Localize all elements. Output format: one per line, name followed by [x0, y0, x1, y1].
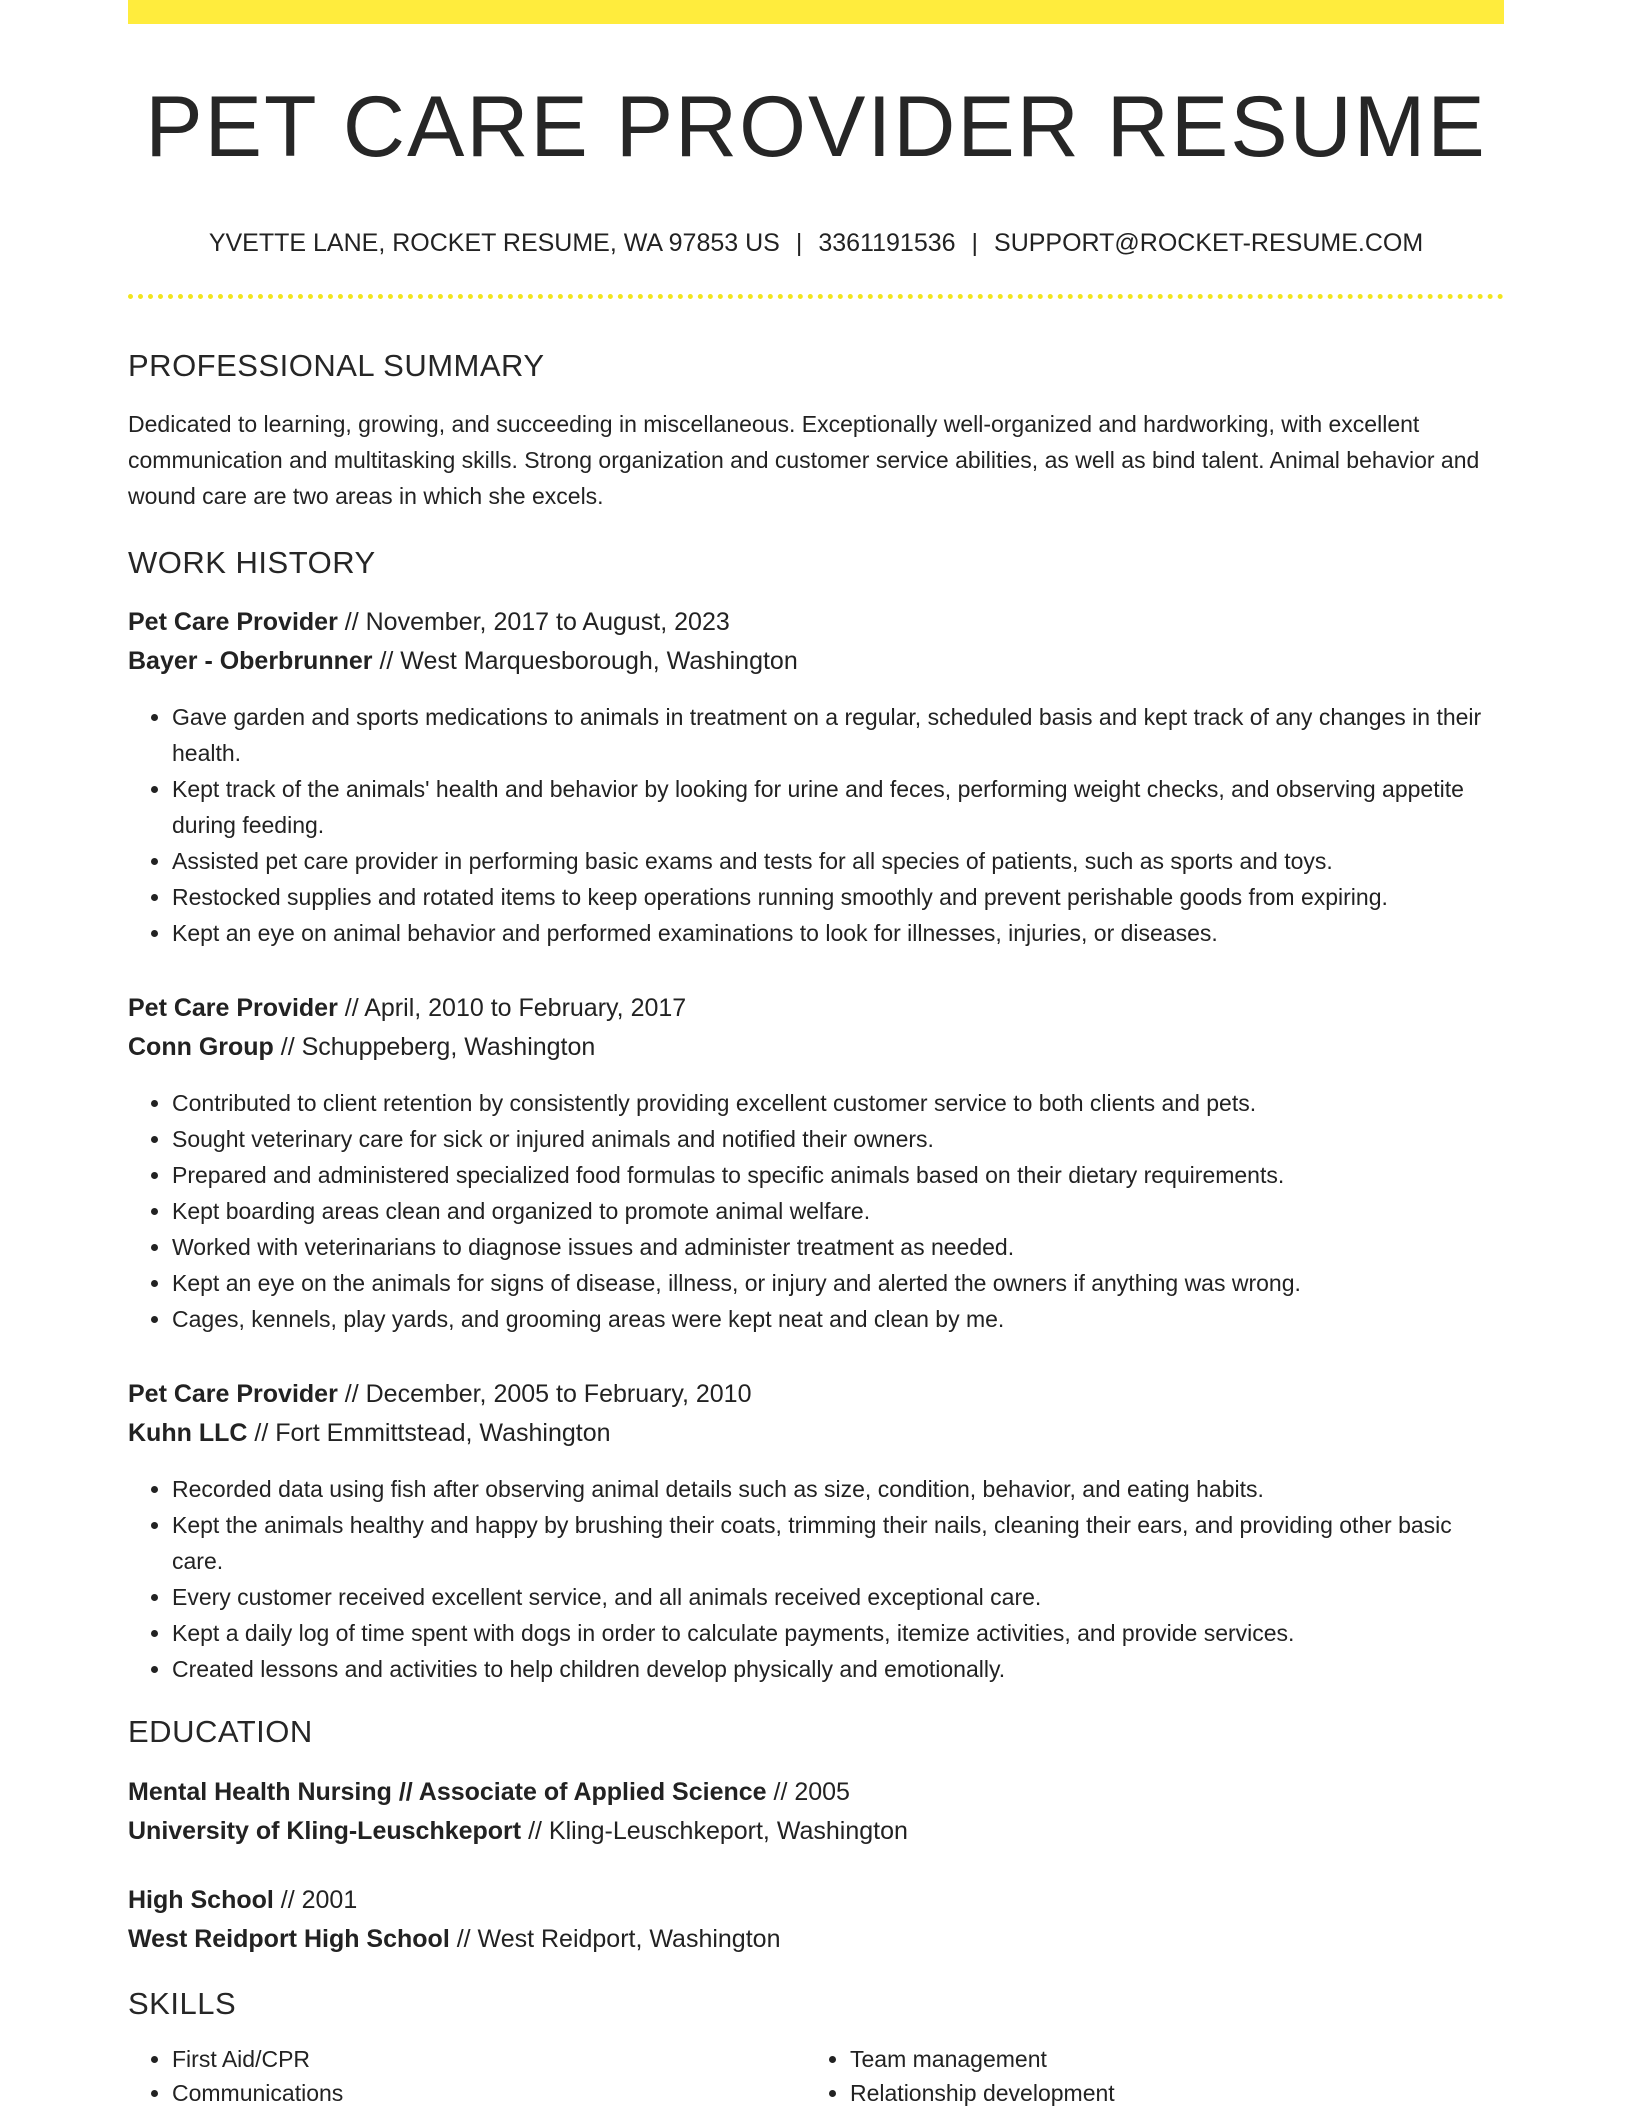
- job-bullet-item: • Kept a daily log of time spent with dogs in order to calculate payments, itemize activities, and provide services.: [172, 1615, 1504, 1651]
- job-bullet-item: • Created lessons and activities to help children develop physically and emotionally.: [172, 1651, 1504, 1687]
- skills-column-left: [128, 2042, 806, 2110]
- skill-item: • Team management: [850, 2042, 1484, 2076]
- job-bullet-item: • Gave garden and sports medications to animals in treatment on a regular, scheduled basis and kept track of any changes in their health.: [172, 699, 1504, 771]
- education-degree: Mental Health Nursing // Associate of Applied Science: [128, 1777, 767, 1806]
- summary-heading: PROFESSIONAL SUMMARY: [128, 348, 545, 383]
- education-entry: [128, 1881, 1504, 1959]
- job-bullet-item: • Cages, kennels, play yards, and grooming areas were kept neat and clean by me.: [172, 1301, 1504, 1337]
- job-entry: [128, 603, 1504, 951]
- job-bullet-item: • Restocked supplies and rotated items to keep operations running smoothly and prevent perishable goods from expiring.: [172, 879, 1504, 915]
- job-bullet-item: • Kept an eye on the animals for signs of disease, illness, or injury and alerted the owners if anything was wrong.: [172, 1265, 1504, 1301]
- contact-separator: |: [795, 229, 803, 257]
- contact-address: YVETTE LANE, ROCKET RESUME, WA 97853 US: [208, 229, 780, 257]
- skills-grid: [128, 2042, 1504, 2110]
- skill-item: • Relationship development: [850, 2076, 1484, 2110]
- job-company: Bayer - Oberbrunner: [128, 647, 373, 676]
- job-entry: [128, 989, 1504, 1337]
- job-title: Pet Care Provider: [128, 1380, 338, 1409]
- job-bullets: [128, 1085, 1504, 1337]
- summary-text: Dedicated to learning, growing, and succeeding in miscellaneous. Exceptionally well-organized and hardworking, with excellent communication and multitasking skills. Strong organization and customer service abilities, as well as bind talent. Animal behavior and wound care are two areas in which she excels.: [128, 411, 1480, 510]
- education-school: University of Kling-Leuschkeport: [128, 1816, 522, 1845]
- job-location: // West Marquesborough, Washington: [372, 647, 798, 676]
- skills-column-right: [806, 2042, 1484, 2110]
- contact-line: [128, 228, 1504, 258]
- job-title: Pet Care Provider: [128, 608, 338, 637]
- skill-item: • Communications: [172, 2076, 806, 2110]
- page-title: PET CARE PROVIDER RESUME: [145, 79, 1487, 175]
- education-year: // 2005: [766, 1777, 850, 1806]
- education-degree-line: [128, 1773, 1504, 1812]
- accent-top-bar: [128, 0, 1504, 24]
- contact-email: SUPPORT@ROCKET-RESUME.COM: [994, 229, 1424, 257]
- contact-phone: 3361191536: [818, 229, 956, 257]
- dotted-divider: [128, 294, 1504, 299]
- education-list: [128, 1773, 1504, 1959]
- skill-item: • First Aid/CPR: [172, 2042, 806, 2076]
- skills-list-left: [128, 2042, 806, 2110]
- education-year: // 2001: [273, 1885, 358, 1914]
- job-bullet-item: • Kept the animals healthy and happy by brushing their coats, trimming their nails, cleaning their ears, and providing other basic care.: [172, 1507, 1504, 1579]
- work-history-heading: WORK HISTORY: [128, 545, 376, 581]
- skills-list-right: [806, 2042, 1484, 2110]
- job-bullets: [128, 1471, 1504, 1687]
- education-school-line: [128, 1920, 1504, 1959]
- job-bullet-item: • Recorded data using fish after observing animal details such as size, condition, behavior, and eating habits.: [172, 1471, 1504, 1507]
- job-bullet-item: • Kept an eye on animal behavior and performed examinations to look for illnesses, injuries, or diseases.: [172, 915, 1504, 951]
- resume-page: [128, 0, 1504, 2112]
- education-degree-line: [128, 1881, 1504, 1920]
- job-bullet-item: • Prepared and administered specialized food formulas to specific animals based on their dietary requirements.: [172, 1157, 1504, 1193]
- job-dates: // April, 2010 to February, 2017: [337, 994, 687, 1023]
- education-school-line: [128, 1812, 1504, 1851]
- job-bullet-item: • Contributed to client retention by consistently providing excellent customer service to both clients and pets.: [172, 1085, 1504, 1121]
- job-company-line: [128, 642, 1504, 681]
- job-bullet-item: • Kept track of the animals' health and behavior by looking for urine and feces, performing weight checks, and observing appetite during feeding.: [172, 771, 1504, 843]
- contact-separator: |: [971, 229, 979, 257]
- job-title-line: [128, 1375, 1504, 1414]
- job-bullet-item: • Assisted pet care provider in performing basic exams and tests for all species of patients, such as sports and toys.: [172, 843, 1504, 879]
- job-bullet-item: • Worked with veterinarians to diagnose issues and administer treatment as needed.: [172, 1229, 1504, 1265]
- job-company-line: [128, 1414, 1504, 1453]
- job-company-line: [128, 1028, 1504, 1067]
- job-entry: [128, 1375, 1504, 1687]
- education-heading: EDUCATION: [128, 1714, 313, 1750]
- job-bullet-item: • Kept boarding areas clean and organized to promote animal welfare.: [172, 1193, 1504, 1229]
- education-school: West Reidport High School: [128, 1924, 450, 1953]
- work-history-list: [128, 603, 1504, 1687]
- job-bullet-item: • Every customer received excellent service, and all animals received exceptional care.: [172, 1579, 1504, 1615]
- education-location: // Kling-Leuschkeport, Washington: [521, 1816, 908, 1845]
- education-entry: [128, 1773, 1504, 1851]
- job-dates: // December, 2005 to February, 2010: [337, 1380, 752, 1409]
- job-company: Conn Group: [128, 1033, 274, 1062]
- job-title-line: [128, 603, 1504, 642]
- job-title: Pet Care Provider: [128, 994, 338, 1023]
- job-dates: // November, 2017 to August, 2023: [337, 608, 730, 637]
- job-location: // Fort Emmittstead, Washington: [247, 1419, 611, 1448]
- job-bullet-item: • Sought veterinary care for sick or injured animals and notified their owners.: [172, 1121, 1504, 1157]
- job-location: // Schuppeberg, Washington: [273, 1033, 596, 1062]
- job-title-line: [128, 989, 1504, 1028]
- skills-heading: SKILLS: [128, 1985, 237, 2021]
- education-degree: High School: [128, 1885, 274, 1914]
- job-bullets: [128, 699, 1504, 951]
- job-company: Kuhn LLC: [128, 1419, 248, 1448]
- education-location: // West Reidport, Washington: [449, 1924, 781, 1953]
